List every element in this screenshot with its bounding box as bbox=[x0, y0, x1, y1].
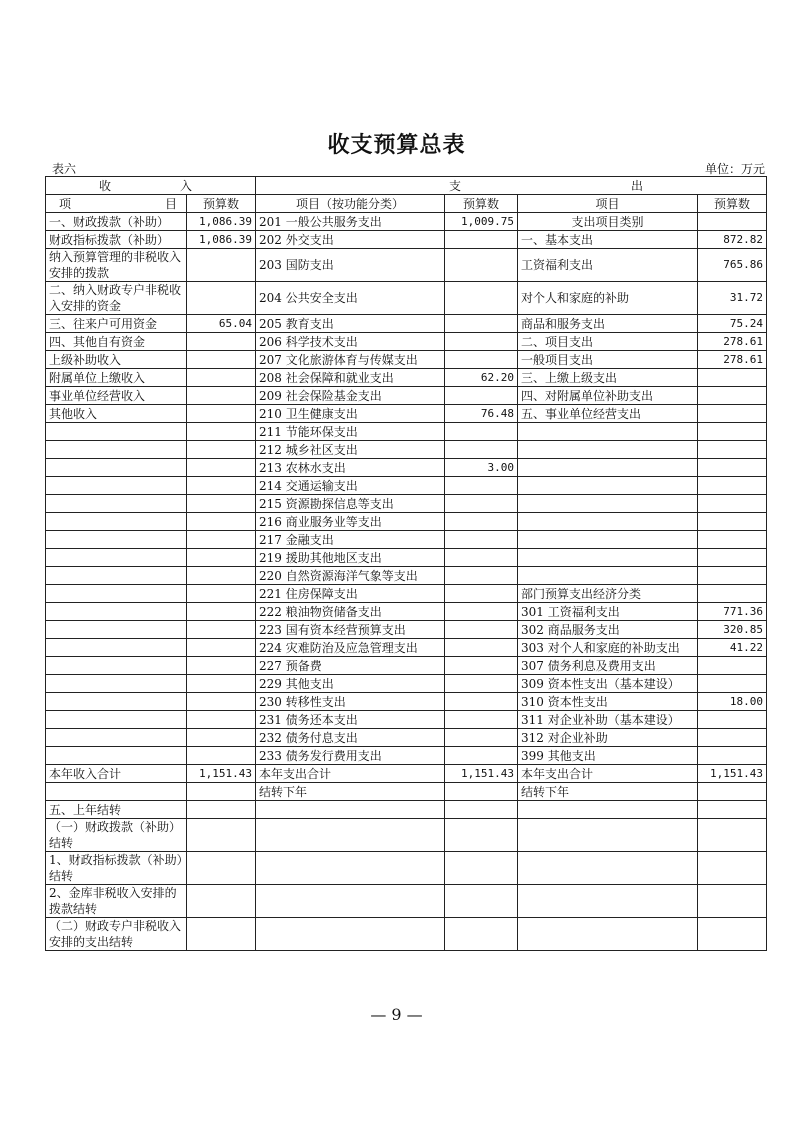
expense-budget-cell bbox=[698, 423, 767, 441]
income-budget-cell bbox=[187, 783, 256, 801]
expense-budget-cell bbox=[698, 783, 767, 801]
income-item-cell bbox=[46, 531, 187, 549]
func-budget-cell: 62.20 bbox=[445, 369, 518, 387]
expense-budget-cell bbox=[698, 657, 767, 675]
expense-budget-cell: 278.61 bbox=[698, 351, 767, 369]
table-row bbox=[46, 765, 767, 783]
table-row bbox=[46, 369, 767, 387]
income-budget-cell bbox=[187, 852, 256, 885]
func-item-cell: 205 教育支出 bbox=[256, 315, 445, 333]
func-budget-cell: 1,151.43 bbox=[445, 765, 518, 783]
income-item-cell: 本年收入合计 bbox=[46, 765, 187, 783]
table-row bbox=[46, 549, 767, 567]
func-item-cell: 214 交通运输支出 bbox=[256, 477, 445, 495]
expense-budget-cell: 872.82 bbox=[698, 231, 767, 249]
income-item-cell bbox=[46, 459, 187, 477]
expense-item-cell bbox=[518, 801, 698, 819]
expense-item-cell: 四、对附属单位补助支出 bbox=[518, 387, 698, 405]
func-item-cell: 232 债务付息支出 bbox=[256, 729, 445, 747]
table-row bbox=[46, 513, 767, 531]
income-budget-cell bbox=[187, 531, 256, 549]
income-budget-cell bbox=[187, 351, 256, 369]
col-header-func: 项目（按功能分类） bbox=[256, 195, 445, 213]
table-row bbox=[46, 585, 767, 603]
func-item-cell bbox=[256, 885, 445, 918]
table-row bbox=[46, 852, 767, 885]
expense-item-cell bbox=[518, 852, 698, 885]
income-item-cell: 四、其他自有资金 bbox=[46, 333, 187, 351]
budget-table bbox=[45, 176, 767, 951]
expense-item-cell: 工资福利支出 bbox=[518, 249, 698, 282]
func-item-cell: 217 金融支出 bbox=[256, 531, 445, 549]
expense-item-cell: 支出项目类别 bbox=[518, 213, 698, 231]
col-header-budget: 预算数 bbox=[187, 195, 256, 213]
table-row bbox=[46, 657, 767, 675]
income-item-cell: 1、财政指标拨款（补助）结转 bbox=[46, 852, 187, 885]
income-budget-cell bbox=[187, 819, 256, 852]
func-item-cell: 213 农林水支出 bbox=[256, 459, 445, 477]
expense-budget-cell bbox=[698, 567, 767, 585]
table-row bbox=[46, 747, 767, 765]
expense-item-cell: 303 对个人和家庭的补助支出 bbox=[518, 639, 698, 657]
income-budget-cell: 1,151.43 bbox=[187, 765, 256, 783]
expense-item-cell bbox=[518, 531, 698, 549]
income-budget-cell bbox=[187, 369, 256, 387]
expense-item-cell bbox=[518, 495, 698, 513]
income-item-cell bbox=[46, 477, 187, 495]
expense-item-cell bbox=[518, 513, 698, 531]
table-row bbox=[46, 711, 767, 729]
table-row bbox=[46, 801, 767, 819]
col-header-item-b: 目 bbox=[164, 196, 177, 211]
income-budget-cell bbox=[187, 693, 256, 711]
expense-item-cell bbox=[518, 477, 698, 495]
func-budget-cell: 3.00 bbox=[445, 459, 518, 477]
expense-budget-cell bbox=[698, 819, 767, 852]
expense-item-cell: 商品和服务支出 bbox=[518, 315, 698, 333]
func-budget-cell bbox=[445, 351, 518, 369]
expense-budget-cell bbox=[698, 531, 767, 549]
income-budget-cell bbox=[187, 657, 256, 675]
income-budget-cell bbox=[187, 405, 256, 423]
expense-budget-cell: 278.61 bbox=[698, 333, 767, 351]
expense-budget-cell bbox=[698, 852, 767, 885]
expense-budget-cell: 765.86 bbox=[698, 249, 767, 282]
func-budget-cell bbox=[445, 333, 518, 351]
expense-item-cell: 310 资本性支出 bbox=[518, 693, 698, 711]
expense-budget-cell bbox=[698, 369, 767, 387]
income-header-left: 收 bbox=[99, 178, 112, 193]
expense-item-cell bbox=[518, 819, 698, 852]
func-item-cell: 本年支出合计 bbox=[256, 765, 445, 783]
func-budget-cell bbox=[445, 639, 518, 657]
income-header bbox=[46, 177, 256, 195]
expense-budget-cell bbox=[698, 441, 767, 459]
income-item-cell bbox=[46, 783, 187, 801]
table-row bbox=[46, 819, 767, 852]
func-item-cell: 223 国有资本经营预算支出 bbox=[256, 621, 445, 639]
expense-item-cell: 五、事业单位经营支出 bbox=[518, 405, 698, 423]
income-header-right: 入 bbox=[179, 178, 192, 193]
func-budget-cell bbox=[445, 513, 518, 531]
table-row bbox=[46, 231, 767, 249]
func-item-cell: 206 科学技术支出 bbox=[256, 333, 445, 351]
func-item-cell: 202 外交支出 bbox=[256, 231, 445, 249]
income-item-cell: 二、纳入财政专户非税收入安排的资金 bbox=[46, 282, 187, 315]
func-budget-cell bbox=[445, 282, 518, 315]
income-item-cell bbox=[46, 729, 187, 747]
func-item-cell bbox=[256, 918, 445, 951]
expense-budget-cell bbox=[698, 585, 767, 603]
expense-budget-cell bbox=[698, 711, 767, 729]
table-row bbox=[46, 387, 767, 405]
income-budget-cell bbox=[187, 603, 256, 621]
col-header-budget2: 预算数 bbox=[445, 195, 518, 213]
income-item-cell bbox=[46, 657, 187, 675]
func-item-cell: 210 卫生健康支出 bbox=[256, 405, 445, 423]
expense-item-cell: 结转下年 bbox=[518, 783, 698, 801]
expense-item-cell bbox=[518, 885, 698, 918]
func-item-cell bbox=[256, 852, 445, 885]
func-budget-cell bbox=[445, 603, 518, 621]
func-budget-cell bbox=[445, 918, 518, 951]
func-item-cell: 224 灾难防治及应急管理支出 bbox=[256, 639, 445, 657]
income-budget-cell bbox=[187, 282, 256, 315]
table-row bbox=[46, 531, 767, 549]
income-budget-cell bbox=[187, 747, 256, 765]
func-budget-cell bbox=[445, 711, 518, 729]
table-row bbox=[46, 282, 767, 315]
func-item-cell: 230 转移性支出 bbox=[256, 693, 445, 711]
table-row bbox=[46, 405, 767, 423]
expense-item-cell bbox=[518, 459, 698, 477]
income-budget-cell bbox=[187, 333, 256, 351]
func-budget-cell bbox=[445, 477, 518, 495]
expense-budget-cell bbox=[698, 675, 767, 693]
expense-item-cell: 一般项目支出 bbox=[518, 351, 698, 369]
table-row bbox=[46, 495, 767, 513]
func-item-cell bbox=[256, 801, 445, 819]
func-budget-cell bbox=[445, 885, 518, 918]
table-row bbox=[46, 315, 767, 333]
income-budget-cell bbox=[187, 387, 256, 405]
expense-budget-cell: 31.72 bbox=[698, 282, 767, 315]
expense-item-cell: 311 对企业补助（基本建设） bbox=[518, 711, 698, 729]
income-budget-cell bbox=[187, 675, 256, 693]
table-row bbox=[46, 477, 767, 495]
income-item-cell: 纳入预算管理的非税收入安排的拨款 bbox=[46, 249, 187, 282]
func-budget-cell bbox=[445, 315, 518, 333]
func-budget-cell: 76.48 bbox=[445, 405, 518, 423]
income-budget-cell: 1,086.39 bbox=[187, 213, 256, 231]
func-item-cell: 220 自然资源海洋气象等支出 bbox=[256, 567, 445, 585]
income-item-cell bbox=[46, 639, 187, 657]
unit-label: 单位：万元 bbox=[704, 162, 765, 176]
expense-item-cell: 307 债务利息及费用支出 bbox=[518, 657, 698, 675]
expense-budget-cell bbox=[698, 495, 767, 513]
func-budget-cell bbox=[445, 819, 518, 852]
func-budget-cell bbox=[445, 801, 518, 819]
func-item-cell: 208 社会保障和就业支出 bbox=[256, 369, 445, 387]
expense-item-cell bbox=[518, 549, 698, 567]
func-budget-cell bbox=[445, 783, 518, 801]
func-item-cell: 207 文化旅游体育与传媒支出 bbox=[256, 351, 445, 369]
table-row bbox=[46, 639, 767, 657]
income-item-cell: （一）财政拨款（补助）结转 bbox=[46, 819, 187, 852]
income-item-cell: 其他收入 bbox=[46, 405, 187, 423]
table-row bbox=[46, 885, 767, 918]
func-item-cell: 233 债务发行费用支出 bbox=[256, 747, 445, 765]
income-item-cell: 一、财政拨款（补助） bbox=[46, 213, 187, 231]
func-budget-cell bbox=[445, 549, 518, 567]
income-budget-cell: 1,086.39 bbox=[187, 231, 256, 249]
func-item-cell: 212 城乡社区支出 bbox=[256, 441, 445, 459]
budget-table-body bbox=[46, 177, 767, 951]
income-item-cell bbox=[46, 549, 187, 567]
func-budget-cell bbox=[445, 729, 518, 747]
func-item-cell: 201 一般公共服务支出 bbox=[256, 213, 445, 231]
col-header-item3: 项目 bbox=[518, 195, 698, 213]
expense-budget-cell bbox=[698, 549, 767, 567]
func-budget-cell bbox=[445, 249, 518, 282]
expense-item-cell bbox=[518, 441, 698, 459]
table-row bbox=[46, 693, 767, 711]
expense-budget-cell: 771.36 bbox=[698, 603, 767, 621]
expense-budget-cell: 1,151.43 bbox=[698, 765, 767, 783]
table-row bbox=[46, 249, 767, 282]
income-budget-cell bbox=[187, 477, 256, 495]
func-budget-cell bbox=[445, 441, 518, 459]
income-item-cell bbox=[46, 567, 187, 585]
expense-item-cell: 对个人和家庭的补助 bbox=[518, 282, 698, 315]
income-item-cell: 五、上年结转 bbox=[46, 801, 187, 819]
table-row bbox=[46, 918, 767, 951]
expense-header bbox=[256, 177, 767, 195]
income-budget-cell bbox=[187, 711, 256, 729]
expense-budget-cell bbox=[698, 729, 767, 747]
expense-item-cell: 本年支出合计 bbox=[518, 765, 698, 783]
income-budget-cell bbox=[187, 621, 256, 639]
income-budget-cell bbox=[187, 639, 256, 657]
page-title: 收支预算总表 bbox=[327, 132, 466, 158]
expense-item-cell: 301 工资福利支出 bbox=[518, 603, 698, 621]
table-row bbox=[46, 603, 767, 621]
table-row bbox=[46, 621, 767, 639]
expense-budget-cell: 41.22 bbox=[698, 639, 767, 657]
func-item-cell: 215 资源勘探信息等支出 bbox=[256, 495, 445, 513]
income-item-cell: 2、金库非税收入安排的拨款结转 bbox=[46, 885, 187, 918]
func-budget-cell bbox=[445, 621, 518, 639]
expense-item-cell: 309 资本性支出（基本建设） bbox=[518, 675, 698, 693]
expense-item-cell bbox=[518, 423, 698, 441]
expense-budget-cell bbox=[698, 405, 767, 423]
expense-header-left: 支 bbox=[449, 178, 462, 193]
func-budget-cell bbox=[445, 693, 518, 711]
func-budget-cell bbox=[445, 852, 518, 885]
income-budget-cell bbox=[187, 885, 256, 918]
expense-budget-cell: 320.85 bbox=[698, 621, 767, 639]
col-header-budget3: 预算数 bbox=[698, 195, 767, 213]
expense-header-right: 出 bbox=[631, 178, 644, 193]
expense-budget-cell bbox=[698, 801, 767, 819]
income-budget-cell bbox=[187, 459, 256, 477]
func-item-cell: 219 援助其他地区支出 bbox=[256, 549, 445, 567]
func-budget-cell: 1,009.75 bbox=[445, 213, 518, 231]
func-item-cell: 221 住房保障支出 bbox=[256, 585, 445, 603]
income-budget-cell bbox=[187, 729, 256, 747]
table-row bbox=[46, 333, 767, 351]
func-budget-cell bbox=[445, 585, 518, 603]
income-item-cell bbox=[46, 441, 187, 459]
table-row bbox=[46, 729, 767, 747]
income-item-cell: 上级补助收入 bbox=[46, 351, 187, 369]
income-item-cell bbox=[46, 495, 187, 513]
func-budget-cell bbox=[445, 747, 518, 765]
func-budget-cell bbox=[445, 531, 518, 549]
expense-budget-cell bbox=[698, 513, 767, 531]
income-item-cell bbox=[46, 513, 187, 531]
func-item-cell: 222 粮油物资储备支出 bbox=[256, 603, 445, 621]
income-budget-cell: 65.04 bbox=[187, 315, 256, 333]
expense-item-cell: 399 其他支出 bbox=[518, 747, 698, 765]
income-budget-cell bbox=[187, 441, 256, 459]
income-item-cell bbox=[46, 423, 187, 441]
income-item-cell: 附属单位上缴收入 bbox=[46, 369, 187, 387]
table-row bbox=[46, 675, 767, 693]
func-item-cell: 211 节能环保支出 bbox=[256, 423, 445, 441]
expense-item-cell bbox=[518, 918, 698, 951]
expense-item-cell: 二、项目支出 bbox=[518, 333, 698, 351]
col-header-item bbox=[46, 195, 187, 213]
income-item-cell bbox=[46, 747, 187, 765]
func-item-cell: 231 债务还本支出 bbox=[256, 711, 445, 729]
func-budget-cell bbox=[445, 495, 518, 513]
income-item-cell: （二）财政专户非税收入安排的支出结转 bbox=[46, 918, 187, 951]
income-budget-cell bbox=[187, 549, 256, 567]
func-budget-cell bbox=[445, 423, 518, 441]
func-budget-cell bbox=[445, 567, 518, 585]
expense-item-cell: 302 商品服务支出 bbox=[518, 621, 698, 639]
func-budget-cell bbox=[445, 657, 518, 675]
table-row bbox=[46, 423, 767, 441]
expense-item-cell: 部门预算支出经济分类 bbox=[518, 585, 698, 603]
table-row bbox=[46, 783, 767, 801]
table-row bbox=[46, 213, 767, 231]
income-item-cell bbox=[46, 621, 187, 639]
table-row bbox=[46, 441, 767, 459]
income-item-cell bbox=[46, 693, 187, 711]
income-budget-cell bbox=[187, 918, 256, 951]
table-row bbox=[46, 459, 767, 477]
func-item-cell bbox=[256, 819, 445, 852]
func-item-cell: 结转下年 bbox=[256, 783, 445, 801]
income-item-cell bbox=[46, 603, 187, 621]
income-item-cell bbox=[46, 711, 187, 729]
expense-budget-cell bbox=[698, 918, 767, 951]
expense-budget-cell: 75.24 bbox=[698, 315, 767, 333]
income-item-cell bbox=[46, 675, 187, 693]
income-budget-cell bbox=[187, 495, 256, 513]
expense-item-cell: 一、基本支出 bbox=[518, 231, 698, 249]
func-item-cell: 204 公共安全支出 bbox=[256, 282, 445, 315]
func-budget-cell bbox=[445, 675, 518, 693]
income-budget-cell bbox=[187, 513, 256, 531]
expense-budget-cell bbox=[698, 885, 767, 918]
expense-item-cell: 312 对企业补助 bbox=[518, 729, 698, 747]
func-item-cell: 216 商业服务业等支出 bbox=[256, 513, 445, 531]
income-item-cell: 三、往来户可用资金 bbox=[46, 315, 187, 333]
expense-budget-cell bbox=[698, 477, 767, 495]
table-row bbox=[46, 351, 767, 369]
func-budget-cell bbox=[445, 231, 518, 249]
func-item-cell: 227 预备费 bbox=[256, 657, 445, 675]
expense-budget-cell bbox=[698, 387, 767, 405]
expense-item-cell bbox=[518, 567, 698, 585]
expense-budget-cell: 18.00 bbox=[698, 693, 767, 711]
col-header-item-a: 项 bbox=[59, 196, 72, 211]
income-budget-cell bbox=[187, 801, 256, 819]
expense-budget-cell bbox=[698, 213, 767, 231]
func-item-cell: 209 社会保险基金支出 bbox=[256, 387, 445, 405]
header-row-2 bbox=[46, 195, 767, 213]
income-item-cell: 事业单位经营收入 bbox=[46, 387, 187, 405]
income-budget-cell bbox=[187, 423, 256, 441]
expense-item-cell: 三、上缴上级支出 bbox=[518, 369, 698, 387]
income-item-cell bbox=[46, 585, 187, 603]
func-item-cell: 229 其他支出 bbox=[256, 675, 445, 693]
header-row-1 bbox=[46, 177, 767, 195]
page-number: — 9 — bbox=[370, 1005, 423, 1024]
income-item-cell: 财政指标拨款（补助） bbox=[46, 231, 187, 249]
expense-budget-cell bbox=[698, 747, 767, 765]
func-item-cell: 203 国防支出 bbox=[256, 249, 445, 282]
income-budget-cell bbox=[187, 585, 256, 603]
table-row bbox=[46, 567, 767, 585]
func-budget-cell bbox=[445, 387, 518, 405]
income-budget-cell bbox=[187, 567, 256, 585]
table-number: 表六 bbox=[52, 162, 77, 176]
income-budget-cell bbox=[187, 249, 256, 282]
expense-budget-cell bbox=[698, 459, 767, 477]
